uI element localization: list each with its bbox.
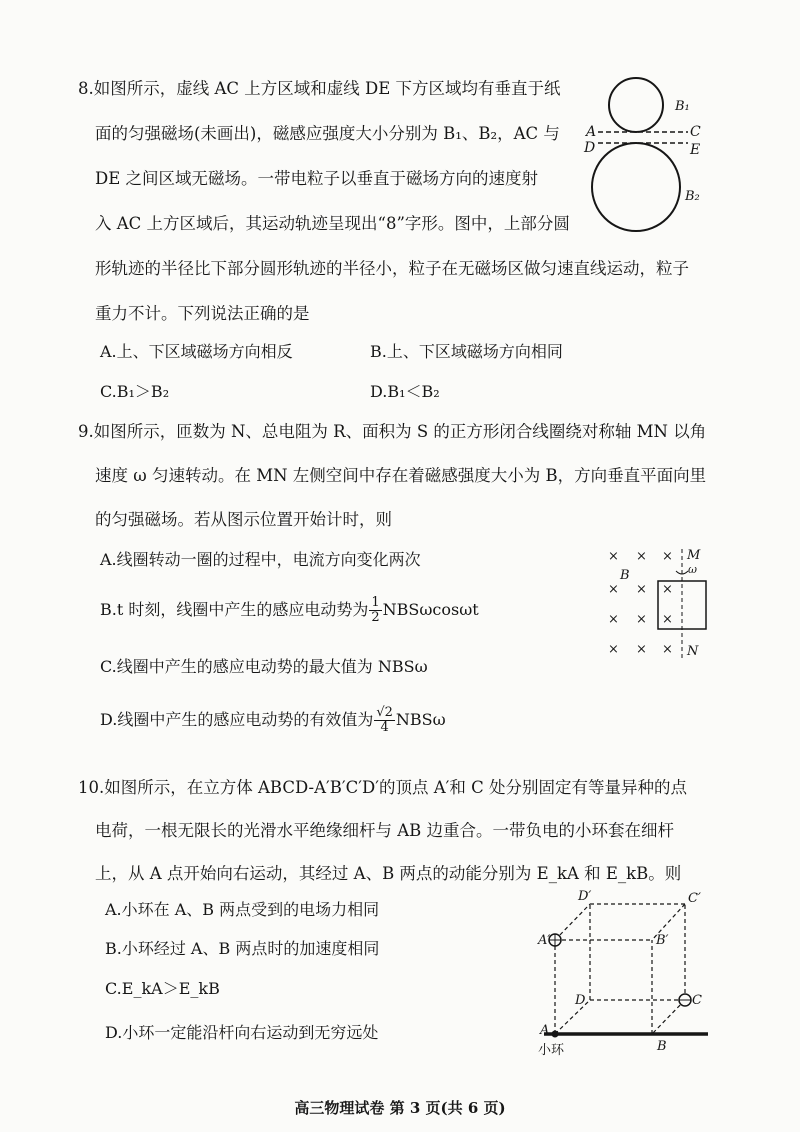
upper-circle-trajectory bbox=[609, 78, 663, 132]
label-d: D bbox=[575, 993, 586, 1008]
q8-line-4: 入 AC 上方区域后，其运动轨迹呈现出“8”字形。图中，上部分圆 bbox=[95, 214, 570, 233]
q10-option-a: A.小环在 A、B 两点受到的电场力相同 bbox=[105, 900, 380, 919]
q9-line-3: 的匀强磁场。若从图示位置开始计时，则 bbox=[95, 510, 392, 529]
q10-figure-cube bbox=[530, 888, 720, 1072]
edge-a1-d1 bbox=[555, 904, 590, 940]
q8-option-c: C.B₁＞B₂ bbox=[100, 382, 170, 401]
label-b: B bbox=[657, 1039, 667, 1054]
q8-line-2: 面的匀强磁场(未画出)，磁感应强度大小分别为 B₁、B₂，AC 与 bbox=[95, 124, 560, 143]
svg-text:×: × bbox=[636, 549, 647, 564]
q10-line-3: 上，从 A 点开始向右运动，其经过 A、B 两点的动能分别为 E_kA 和 E_kB。则 bbox=[95, 864, 682, 883]
q8-option-a: A.上、下区域磁场方向相反 bbox=[100, 342, 293, 361]
q9-line-1: 9.如图所示，匝数为 N、总电阻为 R、面积为 S 的正方形闭合线圈绕对称轴 MN 以角 bbox=[78, 422, 707, 441]
q8-line-1: 8.如图所示，虚线 AC 上方区域和虚线 DE 下方区域均有垂直于纸 bbox=[78, 79, 561, 98]
label-c: C bbox=[692, 993, 702, 1008]
q8-line-3: DE 之间区域无磁场。一带电粒子以垂直于磁场方向的速度射 bbox=[95, 169, 539, 188]
q9-option-c: C.线圈中产生的感应电动势的最大值为 NBSω bbox=[100, 657, 428, 676]
q9-line-2: 速度 ω 匀速转动。在 MN 左侧空间中存在着磁感强度大小为 B，方向垂直平面向里 bbox=[95, 466, 707, 485]
svg-text:×: × bbox=[662, 642, 673, 657]
label-c-prime: C′ bbox=[688, 891, 701, 906]
label-b2: B₂ bbox=[685, 189, 700, 204]
label-n: N bbox=[687, 644, 699, 659]
q9-figure-coil-in-field bbox=[600, 543, 720, 667]
label-a: A bbox=[540, 1023, 550, 1038]
small-ring bbox=[552, 1031, 559, 1038]
q10-option-b: B.小环经过 A、B 两点时的加速度相同 bbox=[105, 939, 380, 958]
label-b1: B₁ bbox=[675, 99, 690, 114]
label-c: C bbox=[690, 124, 701, 140]
svg-text:×: × bbox=[608, 642, 619, 657]
q8-option-d: D.B₁＜B₂ bbox=[370, 382, 440, 401]
label-b: B bbox=[620, 568, 630, 583]
q10-line-1: 10.如图所示，在立方体 ABCD-A′B′C′D′的顶点 A′和 C 处分别固定有等量异种的点 bbox=[78, 778, 687, 797]
q9-option-a: A.线圈转动一圈的过程中，电流方向变化两次 bbox=[100, 550, 421, 569]
svg-text:×: × bbox=[608, 612, 619, 627]
q10-option-c: C.E_kA＞E_kB bbox=[105, 979, 220, 998]
label-d: D bbox=[584, 140, 596, 156]
svg-text:×: × bbox=[608, 582, 619, 597]
svg-text:×: × bbox=[636, 612, 647, 627]
svg-text:×: × bbox=[662, 612, 673, 627]
label-a: A bbox=[586, 124, 597, 140]
svg-text:×: × bbox=[608, 549, 619, 564]
q8-line-6: 重力不计。下列说法正确的是 bbox=[95, 304, 310, 323]
q10-line-2: 电荷，一根无限长的光滑水平绝缘细杆与 AB 边重合。一带负电的小环套在细杆 bbox=[95, 821, 675, 840]
svg-text:×: × bbox=[662, 582, 673, 597]
label-m: M bbox=[687, 548, 701, 563]
label-b-prime: B′ bbox=[656, 933, 669, 948]
lower-circle-trajectory bbox=[592, 143, 680, 231]
label-small-ring: 小环 bbox=[538, 1043, 565, 1058]
label-e: E bbox=[690, 142, 701, 158]
page-footer: 高三物理试卷 第 3 页(共 6 页) bbox=[294, 1099, 506, 1117]
q10-option-d: D.小环一定能沿杆向右运动到无穷远处 bbox=[105, 1023, 379, 1042]
edge-c-b bbox=[652, 1000, 685, 1034]
svg-text:×: × bbox=[636, 642, 647, 657]
q8-figure-eight-trajectory bbox=[578, 70, 718, 244]
q9-option-d: D.线圈中产生的感应电动势的有效值为 $\frac{√2}{4}$ NBSω bbox=[100, 705, 446, 735]
label-d-prime: D′ bbox=[578, 889, 592, 904]
magnetic-field-crosses bbox=[608, 549, 673, 657]
svg-text:×: × bbox=[662, 549, 673, 564]
svg-text:×: × bbox=[636, 582, 647, 597]
q9-option-b: B.t 时刻，线圈中产生的感应电动势为 $\frac{1}{2}$ NBSωcosωt bbox=[100, 595, 479, 625]
label-a-prime: A′ bbox=[538, 933, 551, 948]
q8-option-b: B.上、下区域磁场方向相同 bbox=[370, 342, 563, 361]
label-omega: ω bbox=[688, 563, 697, 576]
q8-line-5: 形轨迹的半径比下部分圆形轨迹的半径小，粒子在无磁场区做匀速直线运动，粒子 bbox=[95, 259, 689, 278]
